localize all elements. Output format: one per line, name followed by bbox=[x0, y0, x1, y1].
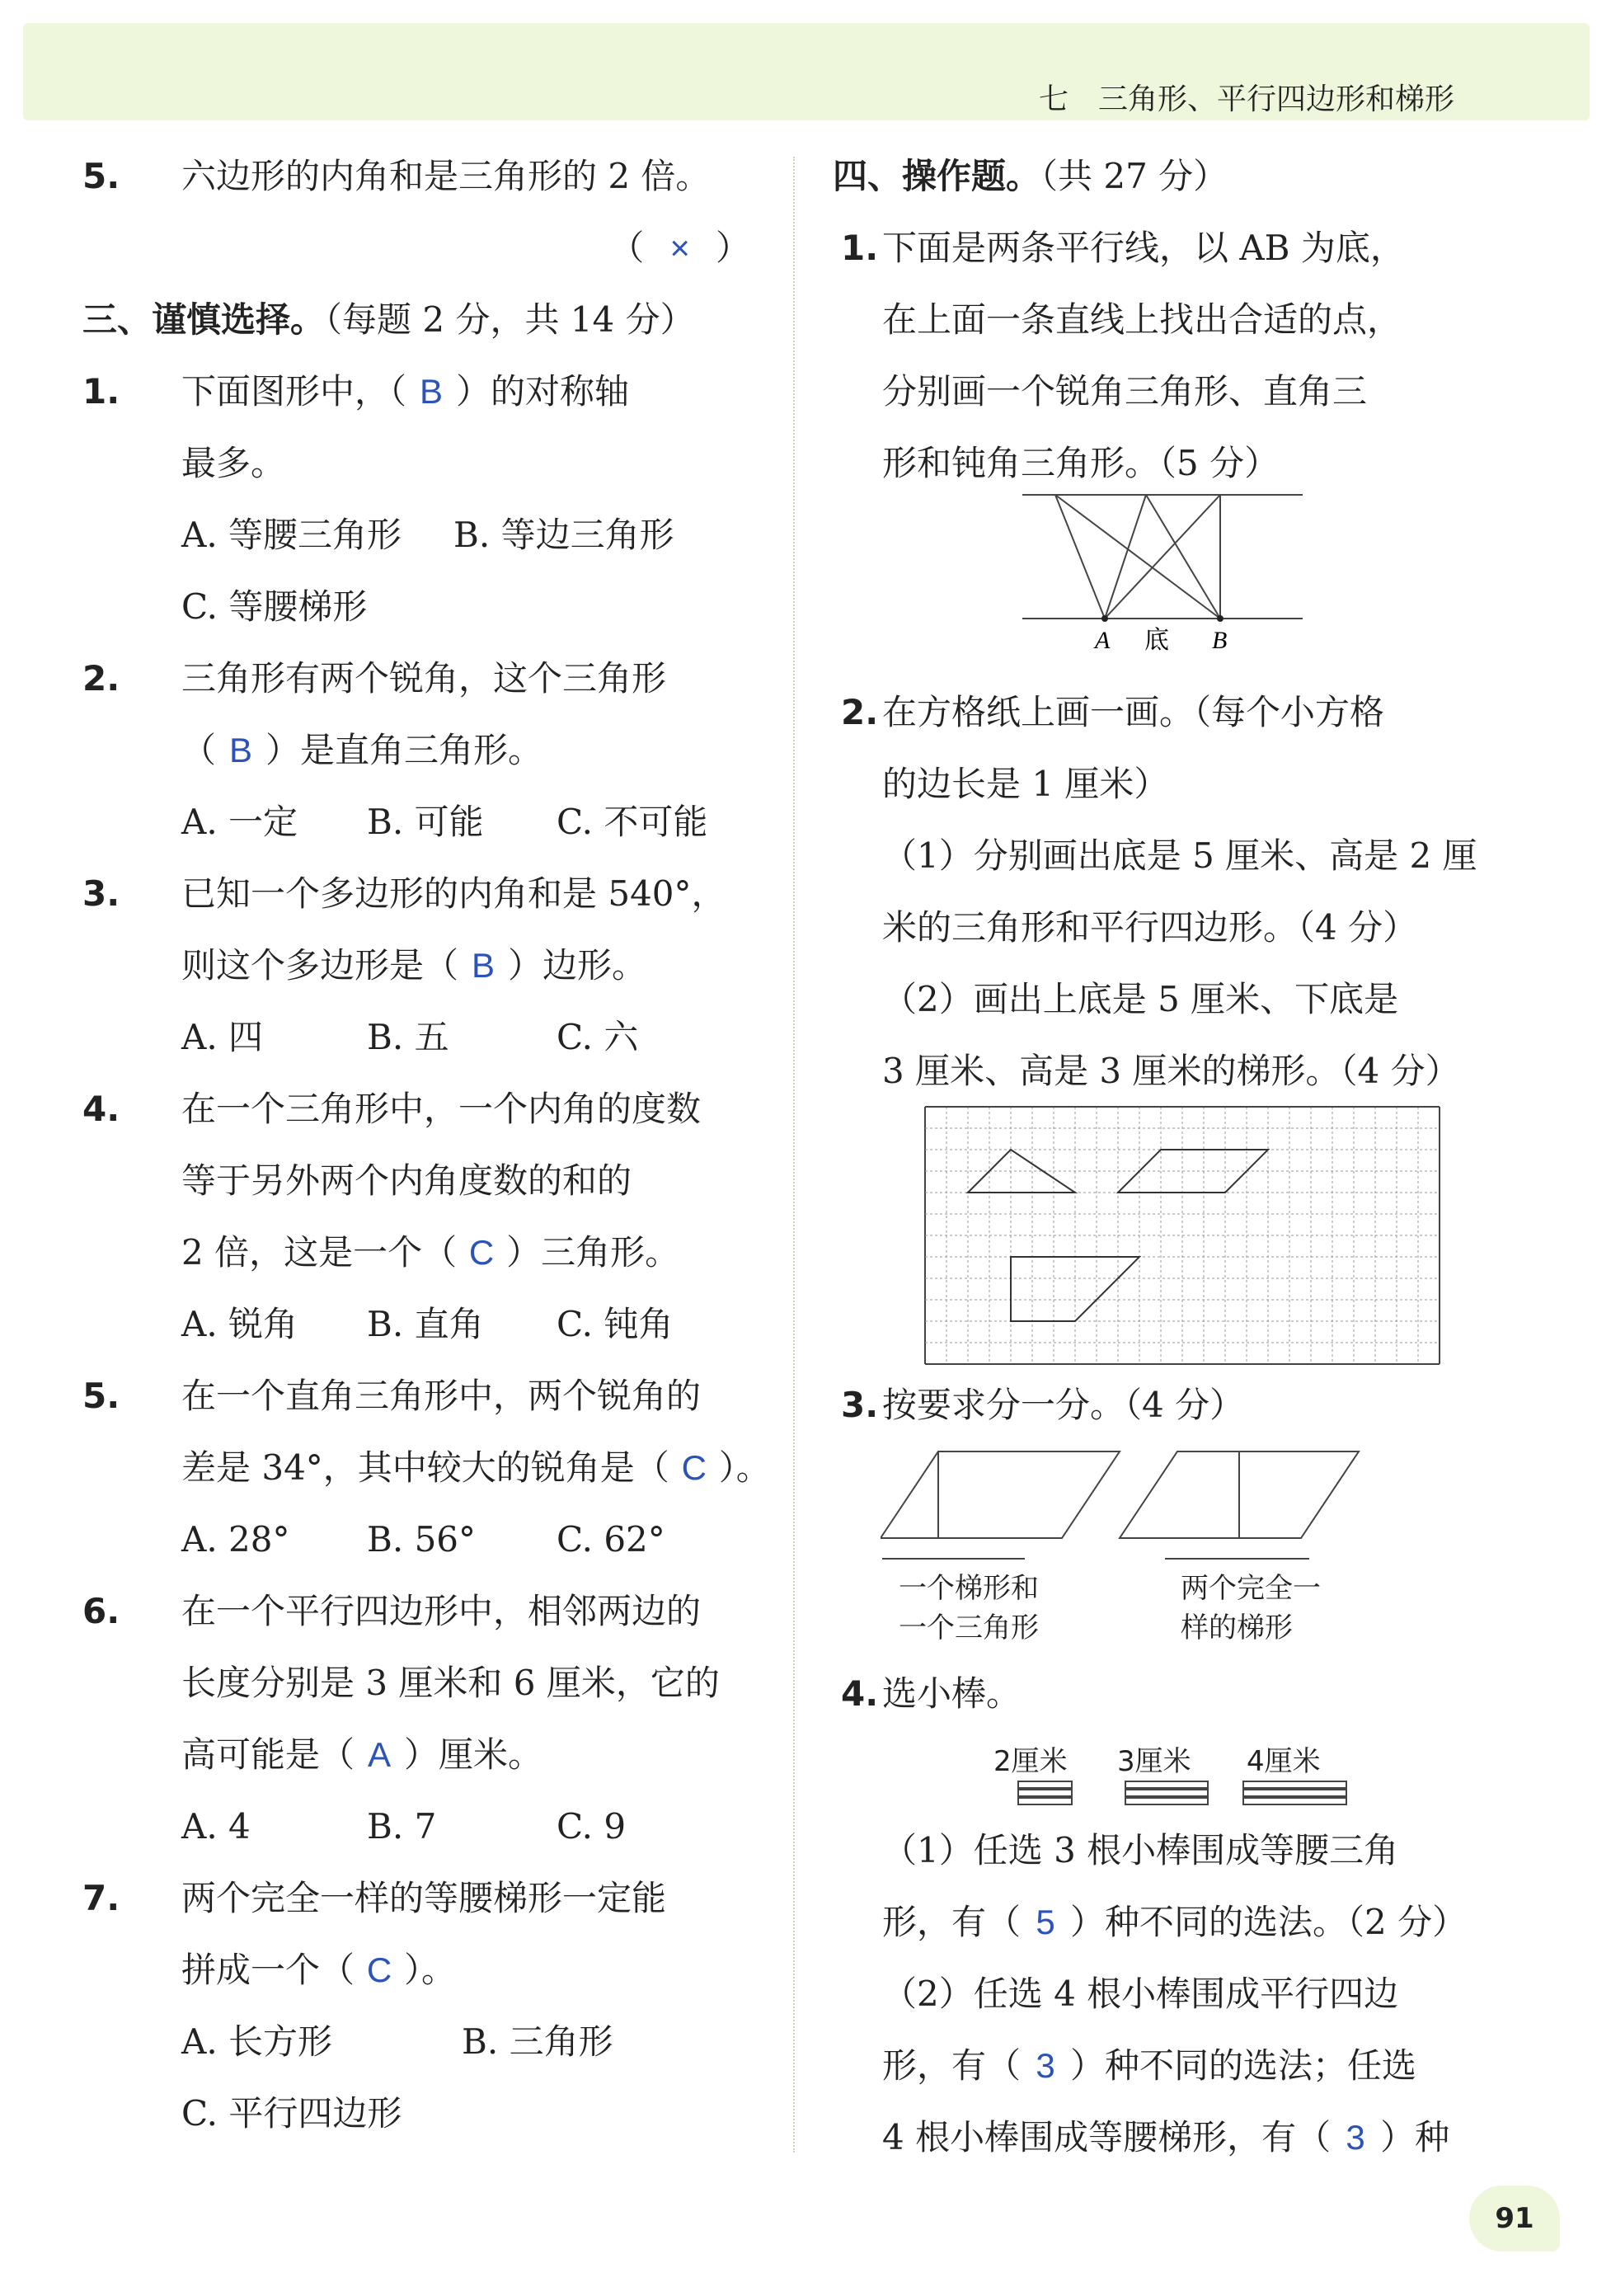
sticks-figure bbox=[1014, 1780, 1360, 1813]
options: A. 四 B. 五 C. 六 bbox=[181, 1017, 639, 1057]
options: A. 长方形 B. 三角形 bbox=[181, 2021, 613, 2062]
problem-2-block: 2. 在方格纸上画一画。（每个小方格 的边长是 1 厘米） （1）分别画出底是 5 厘米、高是 2 厘 米的三角形和平行四边形。（4 分） （2）画出上底是 5 厘米、下底是 3 厘米、高是 3 厘米的梯形。（4 分） bbox=[833, 676, 1468, 1107]
caption-two-trapezoids: 两个完全一 样的梯形 bbox=[1181, 1572, 1321, 1644]
point-b-label: B bbox=[1212, 627, 1228, 654]
judge-q5-mark: （ × ） bbox=[124, 212, 759, 284]
answer: C bbox=[681, 1448, 707, 1487]
question-5: 5. 在一个直角三角形中，两个锐角的 bbox=[82, 1376, 702, 1416]
judge-q5: 5. 六边形的内角和是三角形的 2 倍。 bbox=[82, 156, 711, 196]
problem-4-subs: （1）任选 3 根小棒围成等腰三角 形，有（ 5 ）种不同的选法。（2 分） （2）任选 4 根小棒围成平行四边 形，有（ 3 ）种不同的选法；任选 4 根小棒围成等腰梯形，有（ 3 ）种 bbox=[833, 1814, 1468, 2173]
left-column: 5. 六边形的内角和是三角形的 2 倍。 （ × ） 三、谨慎选择。（每题 2 分，共 14 分） 1. 下面图形中，（ B ）的对称轴 最多。 A. 等腰三角形 B. 等边三角形 C. 等腰梯形 2. 三角形有两个锐角，这个三角形 （ B ）是直角三角形。 A. 一定 B. 可能 C. 不可能 3. 已知一个多边形的内角和是 540°， 则这个多边形是（ B ）边形。 A. 四 B. 五 C. 六 4. 在一个三角形中，一个内角的度数 等于另外两个内角度数的和的 2 倍，这是一个（ C ）三角形。 A. 锐角 B. 直角 C. 钝角 5. 在一个直角三角形中，两个锐角的 差是 34°，其中较大的锐角是（ C ）。 A. 28° B. 56° C. 62° 6. 在一个平行四边形中，相邻两边的 长度分别是 3 厘米和 6 厘米，它的 高可能是（ A ）厘米。 A. 4 B. 7 C. 9 7. 两个完全一样的等腰梯形一定能 拼成一个（ C ）。 A. 长方形 B. 三角形 C. 平行四边形 bbox=[124, 140, 759, 2149]
problem-2: 2. 在方格纸上画一画。（每个小方格 bbox=[841, 692, 1385, 732]
right-column: 四、操作题。（共 27 分） 1. 下面是两条平行线，以 AB 为底， 在上面一条直线上找出合适的点， 分别画一个锐角三角形、直角三 形和钝角三角形。（5 分） bbox=[833, 140, 1468, 499]
options: A. 锐角 B. 直角 C. 钝角 bbox=[181, 1304, 674, 1344]
section-3-heading: 三、谨慎选择。（每题 2 分，共 14 分） bbox=[82, 299, 695, 340]
answer: 3 bbox=[1346, 2118, 1365, 2157]
answer: C bbox=[366, 1950, 392, 1989]
stick-3cm-label: 3厘米 bbox=[1117, 1745, 1191, 1778]
answer: A bbox=[368, 1735, 392, 1774]
question-2: 2. 三角形有两个锐角，这个三角形 bbox=[82, 658, 667, 699]
base-label: 底 bbox=[1144, 626, 1169, 655]
answer: C bbox=[468, 1233, 495, 1272]
column-divider bbox=[793, 157, 795, 2152]
answer: B bbox=[420, 372, 444, 411]
question-6: 6. 在一个平行四边形中，相邻两边的 bbox=[82, 1591, 702, 1631]
options: C. 平行四边形 bbox=[181, 2093, 402, 2134]
problem-4-block bbox=[833, 1658, 1468, 1729]
question-1: 1. 下面图形中，（ B ）的对称轴 bbox=[124, 355, 759, 427]
answer: 5 bbox=[1036, 1903, 1055, 1941]
point-a-label: A bbox=[1095, 627, 1111, 654]
options: A. 一定 B. 可能 C. 不可能 bbox=[181, 802, 708, 842]
caption-trapezoid-triangle: 一个梯形和 一个三角形 bbox=[899, 1572, 1039, 1644]
section-4-heading: 四、操作题。（共 27 分） bbox=[833, 156, 1228, 196]
problem-4: 4. 选小棒。 bbox=[841, 1673, 1022, 1714]
page-number: 91 bbox=[1469, 2185, 1560, 2251]
answer-mark: × bbox=[669, 228, 690, 267]
question-4: 4. 在一个三角形中，一个内角的度数 bbox=[82, 1089, 702, 1129]
question-3: 3. 已知一个多边形的内角和是 540°， bbox=[82, 873, 726, 914]
options: A. 4 B. 7 C. 9 bbox=[181, 1806, 627, 1847]
options: A. 等腰三角形 B. 等边三角形 bbox=[181, 515, 674, 555]
problem-3-block bbox=[833, 1369, 1468, 1441]
answer: B bbox=[472, 946, 496, 985]
split-parallelograms-figure bbox=[881, 1443, 1375, 1567]
parallel-lines-figure bbox=[1014, 478, 1311, 668]
answer: 3 bbox=[1036, 2046, 1055, 2085]
stick-2cm-label: 2厘米 bbox=[993, 1745, 1068, 1778]
grid-paper-figure bbox=[922, 1103, 1466, 1367]
question-7: 7. 两个完全一样的等腰梯形一定能 bbox=[82, 1878, 667, 1918]
problem-3: 3. 按要求分一分。（4 分） bbox=[841, 1385, 1245, 1425]
stick-4cm-label: 4厘米 bbox=[1247, 1745, 1321, 1778]
problem-1: 1. 下面是两条平行线，以 AB 为底， bbox=[841, 228, 1405, 268]
options: A. 28° B. 56° C. 62° bbox=[181, 1519, 665, 1560]
chapter-title: 七 三角形、平行四边形和梯形 bbox=[1038, 82, 1454, 116]
answer: B bbox=[229, 731, 253, 769]
options: C. 等腰梯形 bbox=[181, 586, 368, 627]
